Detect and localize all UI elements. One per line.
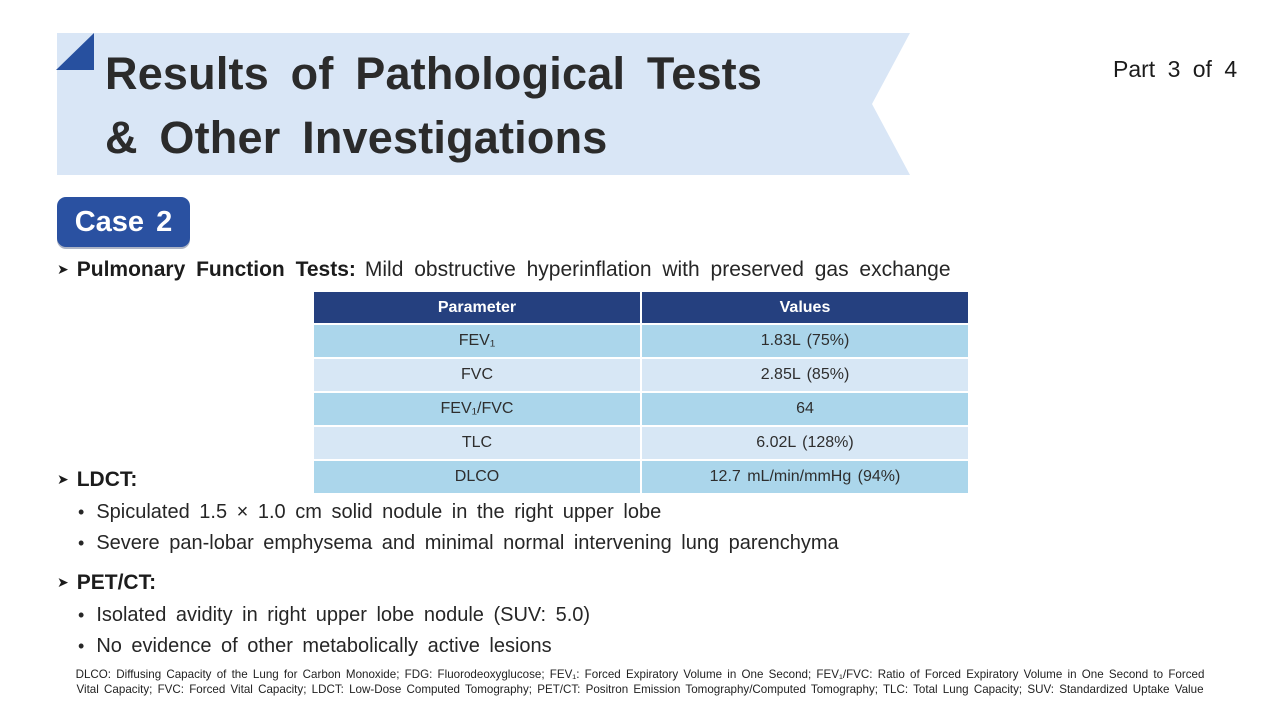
- ldct-bullet-1: [78, 501, 661, 524]
- case-badge: Case 2: [57, 197, 190, 247]
- footnote-line2: Vital Capacity; FVC: Forced Vital Capacity; LDCT: Low-Dose Computed Tomography; PET/CT: Positron Emission Tomography/Computed Tomography; TLC: Total Lung Capacity; SUV: Standardized Uptake Value: [76, 682, 1204, 696]
- page-title-line1: Results of Pathological Tests: [105, 48, 763, 99]
- arrow-bullet-icon: ➤: [57, 574, 69, 590]
- petct-bullet-2: [78, 635, 552, 658]
- footnote-line1: DLCO: Diffusing Capacity of the Lung for Carbon Monoxide; FDG: Fluorodeoxyglucose; FEV₁: Forced Expiratory Volume in One Second; FEV₁/FVC: Ratio of Forced Expiratory Volume in One Second to Forced: [75, 668, 1205, 681]
- ldct-bullet-2: [78, 532, 839, 555]
- dot-bullet-icon: •: [78, 533, 85, 553]
- table-row-cell-value: 6.02L (128%): [642, 427, 968, 459]
- table-row-cell-parameter: DLCO: [314, 461, 640, 493]
- petct-heading: PET/CT:: [76, 571, 157, 594]
- part-indicator: Part 3 of 4: [1113, 56, 1238, 82]
- table-row-cell-value: 64: [642, 393, 968, 425]
- dot-bullet-icon: •: [78, 605, 85, 625]
- page-title-line2: & Other Investigations: [105, 112, 608, 163]
- petct-section-line: [57, 571, 156, 595]
- table-row-cell-parameter: FEV₁/FVC: [314, 393, 640, 425]
- ldct-heading: LDCT:: [76, 468, 138, 491]
- abbreviations-footnote: [30, 668, 1250, 697]
- ldct-section-line: [57, 468, 137, 492]
- table-row-cell-parameter: TLC: [314, 427, 640, 459]
- ldct-bullet-1-text: Spiculated 1.5 × 1.0 cm solid nodule in the right upper lobe: [96, 501, 662, 523]
- table-header-values: Values: [642, 292, 968, 323]
- table-row-cell-value: 1.83L (75%): [642, 325, 968, 357]
- pft-summary: Mild obstructive hyperinflation with preserved gas exchange: [364, 258, 951, 281]
- petct-bullet-2-text: No evidence of other metabolically active lesions: [96, 635, 552, 657]
- pft-heading: Pulmonary Function Tests:: [76, 258, 356, 281]
- petct-bullet-1-text: Isolated avidity in right upper lobe nodule (SUV: 5.0): [96, 604, 591, 626]
- ldct-bullet-2-text: Severe pan-lobar emphysema and minimal normal intervening lung parenchyma: [96, 532, 839, 554]
- arrow-bullet-icon: ➤: [57, 261, 69, 277]
- table-row-cell-value: 2.85L (85%): [642, 359, 968, 391]
- table-row-cell-parameter: FVC: [314, 359, 640, 391]
- pft-table: [314, 292, 968, 493]
- petct-bullet-1: [78, 604, 590, 627]
- table-row-cell-parameter: FEV₁: [314, 325, 640, 357]
- dot-bullet-icon: •: [78, 502, 85, 522]
- pft-section-line: [57, 258, 951, 282]
- table-header-parameter: Parameter: [314, 292, 640, 323]
- page-title: [105, 42, 762, 170]
- dot-bullet-icon: •: [78, 636, 85, 656]
- table-row-cell-value: 12.7 mL/min/mmHg (94%): [642, 461, 968, 493]
- arrow-bullet-icon: ➤: [57, 471, 69, 487]
